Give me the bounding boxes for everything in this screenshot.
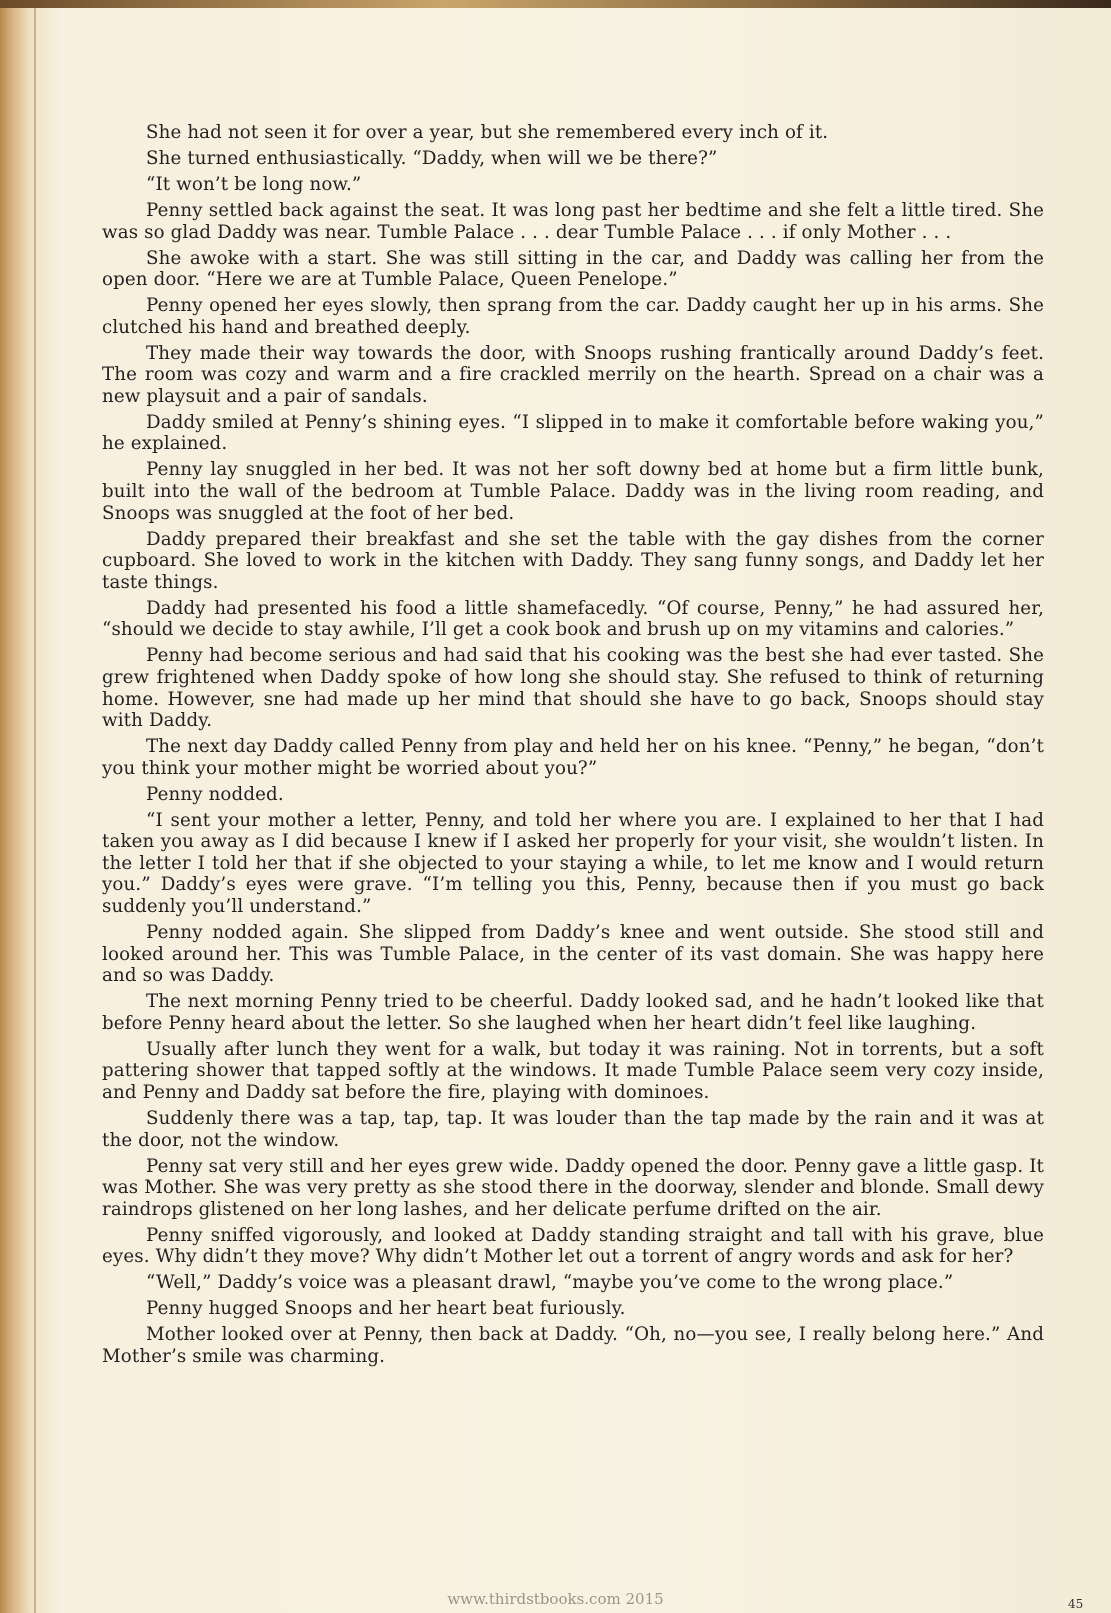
paragraph: Penny nodded. (146, 783, 284, 805)
paragraph: Usually after lunch they went for a walk, but today it was raining. Not in torrents, but a soft pattering shower that tapped softly at the windows. It made Tumble Palace seem very cozy inside, and Penny and Daddy sat before the fire, playing with dominoes. (102, 1038, 1044, 1103)
paragraph: Daddy prepared their breakfast and she set the table with the gay dishes from the corner cupboard. She loved to work in the kitchen with Daddy. They sang funny songs, and Daddy let her taste things. (102, 528, 1044, 593)
paragraph: The next morning Penny tried to be cheerful. Daddy looked sad, and he hadn’t looked like that before Penny heard about the letter. So she laughed when her heart didn’t feel like laughing. (102, 991, 1044, 1034)
paragraph: “Well,” Daddy’s voice was a pleasant drawl, “maybe you’ve come to the wrong place.” (146, 1272, 954, 1294)
paragraph: Daddy smiled at Penny’s shining eyes. “I slipped in to make it comfortable before waking you,” he explained. (102, 411, 1044, 455)
watermark-text: www.thirdstbooks.com 2015 (447, 1590, 664, 1608)
paragraph: She awoke with a start. She was still sitting in the car, and Daddy was calling her from the open door. “Here we are at Tumble Palace, Queen Penelope.” (102, 247, 1044, 291)
paragraph: The next day Daddy called Penny from play and held her on his knee. “Penny,” he began, “don’t you think your mother might be worried about you?” (102, 736, 1044, 779)
paragraph: “It won’t be long now.” (146, 173, 362, 195)
paragraph: Penny hugged Snoops and her heart beat furiously. (146, 1298, 626, 1320)
paragraph: Penny sniffed vigorously, and looked at Daddy standing straight and tall with his grave, blue eyes. Why didn’t they move? Why didn’t Mother let out a torrent of angry words and ask for her? (102, 1224, 1044, 1268)
paragraph: Penny sat very still and her eyes grew wide. Daddy opened the door. Penny gave a little gasp. It was Mother. She was very pretty as she stood there in the doorway, slender and blonde. Small dewy raindrops glistened on her long lashes, and her delicate perfume drifted on the air. (102, 1155, 1044, 1220)
paragraph: They made their way towards the door, with Snoops rushing frantically around Daddy’s feet. The room was cozy and warm and a fire crackled merrily on the hearth. Spread on a chair was a new playsuit and a pair of sandals. (102, 342, 1044, 407)
paragraph: Mother looked over at Penny, then back at Daddy. “Oh, no—you see, I really belong here.” And Mother’s smile was charming. (102, 1324, 1044, 1367)
paragraph: Suddenly there was a tap, tap, tap. It was louder than the tap made by the rain and it was at the door, not the window. (102, 1107, 1044, 1151)
page-gutter (34, 8, 36, 1613)
page-number: 45 (1068, 1597, 1084, 1611)
paragraph: Penny settled back against the seat. It was long past her bedtime and she felt a little tired. She was so glad Daddy was near. Tumble Palace . . . dear Tumble Palace . . . if only Mother . . . (102, 199, 1044, 243)
paragraph: Daddy had presented his food a little shamefacedly. “Of course, Penny,” he had assured her, “should we decide to stay awhile, I’ll get a cook book and brush up on my vitamins and calories.” (102, 597, 1044, 641)
paragraph: She had not seen it for over a year, but she remembered every inch of it. (146, 122, 829, 143)
paragraph: Penny nodded again. She slipped from Daddy’s knee and went outside. She stood still and looked around her. This was Tumble Palace, in the center of its vast domain. She was happy here and so was Daddy. (102, 922, 1044, 987)
paragraph: She turned enthusiastically. “Daddy, when will we be there?” (146, 147, 718, 169)
body-text (102, 122, 1044, 1372)
paragraph: Penny lay snuggled in her bed. It was not her soft downy bed at home but a firm little bunk, built into the wall of the bedroom at Tumble Palace. Daddy was in the living room reading, and Snoops was snuggled at the foot of her bed. (102, 459, 1044, 524)
paragraph: Penny opened her eyes slowly, then sprang from the car. Daddy caught her up in his arms. She clutched his hand and breathed deeply. (102, 295, 1044, 338)
paragraph: “I sent your mother a letter, Penny, and told her where you are. I explained to her that I had taken you away as I did because I knew if I asked her properly for your visit, she wouldn’t listen. In the letter I told her that if she objected to your staying a while, to let me know and I would return you.” Daddy’s eyes were grave. “I’m telling you this, Penny, because then if you must go back suddenly you’ll understand.” (102, 809, 1044, 918)
paragraph: Penny had become serious and had said that his cooking was the best she had ever tasted. She grew frightened when Daddy spoke of how long she should stay. She refused to think of returning home. However, sne had made up her mind that should she have to go back, Snoops should stay with Daddy. (102, 645, 1044, 732)
